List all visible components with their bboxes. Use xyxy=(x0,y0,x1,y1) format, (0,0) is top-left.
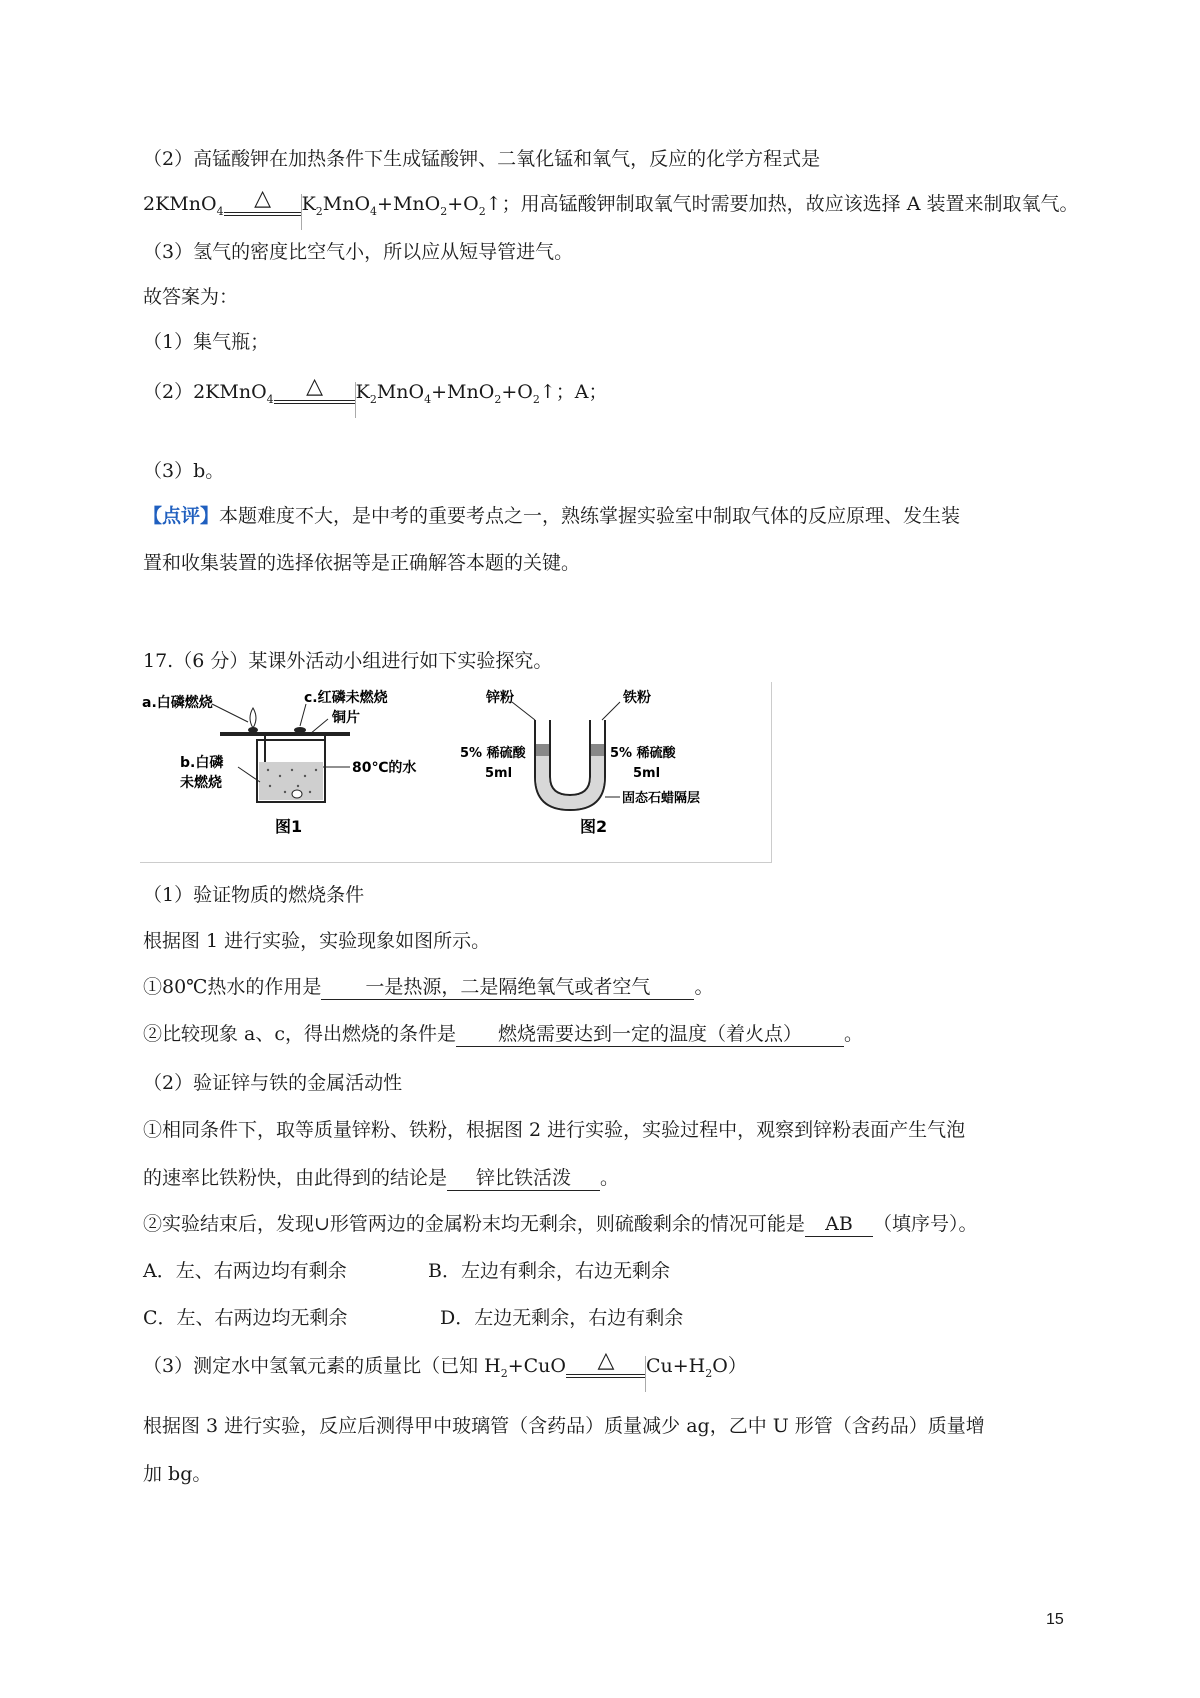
fill-blank-line: ①80℃热水的作用是 一是热源，二是隔绝氧气或者空气 。 xyxy=(143,976,714,998)
experiment-figure xyxy=(140,682,772,863)
label-acid-right-vol: 5ml xyxy=(633,766,661,781)
question-title: 17.（6 分）某课外活动小组进行如下实验探究。 xyxy=(143,650,553,672)
subquestion-heading: （1）验证物质的燃烧条件 xyxy=(143,884,365,906)
answer-item: （1）集气瓶； xyxy=(143,331,270,353)
answer-equation: （2）2KMnO$_4$ △ $K_2MnO_4+MnO_2+O_2↑$；A； xyxy=(143,380,607,412)
heat-condition-sign xyxy=(274,374,356,404)
answer-blank: AB xyxy=(805,1212,873,1237)
label-acid-right: 5% 稀硫酸 xyxy=(610,746,676,761)
figure-1 xyxy=(142,689,416,836)
answer-heading: 故答案为： xyxy=(143,286,239,308)
label-c: c.红磷未燃烧 xyxy=(304,690,388,706)
delta-icon: △ xyxy=(597,1348,615,1373)
label-water: 80℃的水 xyxy=(352,760,417,776)
fill-blank-line: ②实验结束后，发现∪形管两边的金属粉末均无剩余，则硫酸剩余的情况可能是 AB （填序号）。 xyxy=(143,1213,978,1235)
option-d: D．左边无剩余，右边有剩余 xyxy=(440,1307,684,1329)
equation-line: （3）测定水中氢氧元素的质量比（已知 $H_2+CuO$ △ $Cu+H_2O$） xyxy=(143,1354,747,1386)
delta-icon: △ xyxy=(306,374,324,399)
label-acid-left-vol: 5ml xyxy=(485,766,513,781)
figure-2 xyxy=(460,689,700,836)
heat-condition-sign xyxy=(566,1348,646,1378)
equation-line xyxy=(143,186,1079,224)
label-zn: 锌粉 xyxy=(486,690,514,706)
label-b1: b.白磷 xyxy=(180,755,224,771)
label-fe: 铁粉 xyxy=(623,690,651,706)
products: $K_2MnO_4+MnO_2+O_2↑$；用高锰酸钾制取氧气时需要加热，故应该选择 A 装置来制取氧气。 xyxy=(301,193,1079,218)
comment-line: 【点评】本题难度不大，是中考的重要考点之一，熟练掌握实验室中制取气体的反应原理、发生装 xyxy=(143,505,961,527)
fill-blank-line: ②比较现象 a、c，得出燃烧的条件是 燃烧需要达到一定的温度（着火点） 。 xyxy=(143,1023,864,1045)
label-wax: 固态石蜡隔层 xyxy=(622,791,701,806)
label-copper: 铜片 xyxy=(332,710,360,726)
para-line: （2）高锰酸钾在加热条件下生成锰酸钾、二氧化锰和氧气，反应的化学方程式是 xyxy=(143,148,821,170)
fill-blank-line: 的速率比铁粉快，由此得到的结论是 锌比铁活泼 。 xyxy=(143,1167,620,1189)
para-line: （3）氢气的密度比空气小，所以应从短导管进气。 xyxy=(143,241,574,263)
heat-condition-sign xyxy=(224,186,302,216)
page-number: 15 xyxy=(1046,1611,1064,1628)
comment-line: 置和收集装置的选择依据等是正确解答本题的关键。 xyxy=(143,552,581,574)
caption-fig1: 图1 xyxy=(275,817,303,836)
comment-tag: 【点评】 xyxy=(143,505,220,527)
para-line: 根据图 3 进行实验，反应后测得甲中玻璃管（含药品）质量减少 ag，乙中 U 形管（含药品）质量增 xyxy=(143,1415,985,1437)
reactant: 2KMnO$_4$ xyxy=(143,193,224,218)
label-acid-left: 5% 稀硫酸 xyxy=(460,746,526,761)
label-b2: 未燃烧 xyxy=(180,775,222,791)
answer-blank: 一是热源，二是隔绝氧气或者空气 xyxy=(321,975,694,1000)
answer-blank: 锌比铁活泼 xyxy=(447,1166,600,1191)
answer-item: （3）b。 xyxy=(143,460,225,482)
option-b: B．左边有剩余，右边无剩余 xyxy=(428,1260,670,1282)
label-a: a.白磷燃烧 xyxy=(142,695,213,711)
caption-fig2: 图2 xyxy=(580,817,608,836)
option-c: C．左、右两边均无剩余 xyxy=(143,1307,348,1329)
para-line: 加 bg。 xyxy=(143,1463,212,1485)
answer-blank: 燃烧需要达到一定的温度（着火点） xyxy=(456,1022,844,1047)
option-a: A．左、右两边均有剩余 xyxy=(143,1260,347,1282)
subquestion-heading: （2）验证锌与铁的金属活动性 xyxy=(143,1072,403,1094)
para-line: 根据图 1 进行实验，实验现象如图所示。 xyxy=(143,930,491,952)
para-line: ①相同条件下，取等质量锌粉、铁粉，根据图 2 进行实验，实验过程中，观察到锌粉表面产生气泡 xyxy=(143,1119,966,1141)
delta-icon: △ xyxy=(254,186,272,211)
